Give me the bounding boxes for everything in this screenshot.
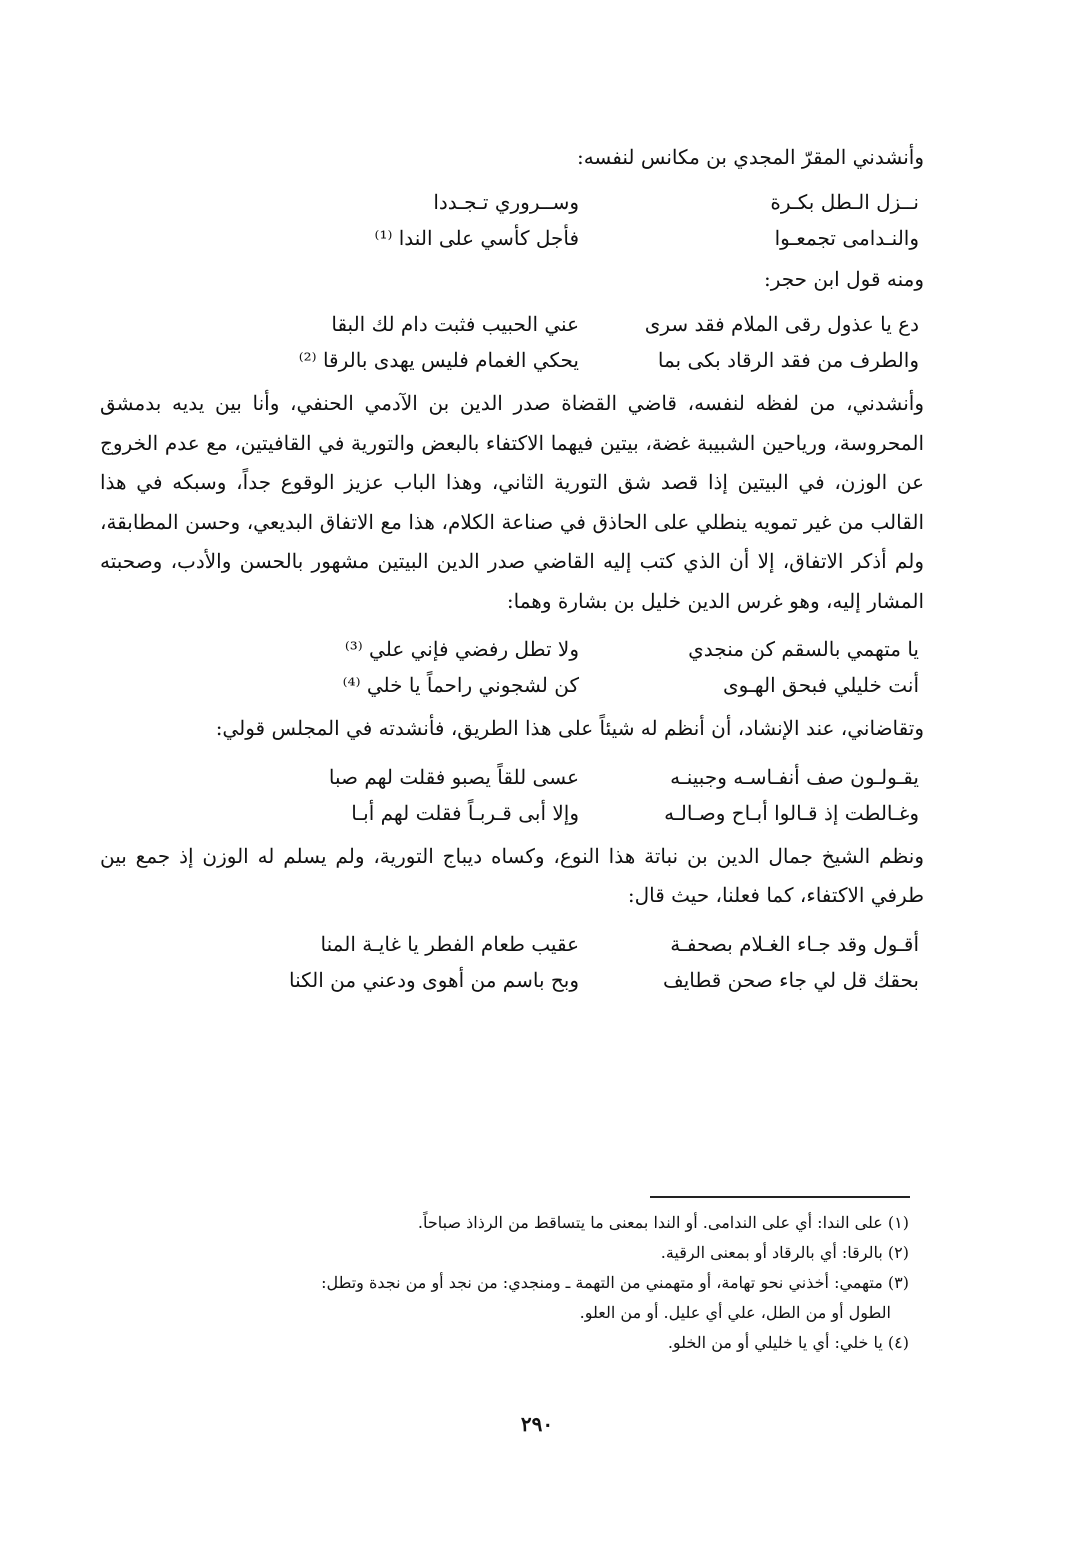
paragraph-1: وأنشدني، من لفظه لنفسه، قاضي القضاة صدر الدين بن الآدمي الحنفي، وأنا بين يديه بدمشق المحروسة، ورياحين الشبيبة غضة، بيتين فيهما الاكتفاء بالبعض والتورية في القافيتين، مع عدم الخروج عن الوزن، في البيتين إذا قصد شق التورية الثاني، وهذا الباب عزيز الوقوع جداً، وسبكه في هذا القالب من غير تمويه ينطلي على الحاذق في صناعة الكلام، هذا مع الاتفاق البديعي، وحسن المطابقة، ولم أذكر الاتفاق، إلا أن الذي كتب إليه القاضي صدر الدين البيتين مشهور بالحسن والأدب، وصحبته المشار إليه، وهو غرس الدين خليل بن بشارة وهما: (100, 391, 924, 613)
verse-line (100, 759, 924, 795)
second-hemistich: وإلا أبى قـربـاً فقلت لهم أبـا (351, 800, 579, 825)
first-hemistich: أقـول وقد جـاء الغـلام بصحفـة (670, 931, 919, 956)
footnote-3: (٣) متهمي: أخذني نحو تهامة، أو متهمني من التهمة ـ ومنجدي: من نجد أو من نجدة وتطل: (321, 1273, 909, 1292)
verse-line (100, 795, 924, 831)
second-hemistich: عقيب طعام الفطر يا غايـة المنا (320, 931, 579, 956)
second-hemistich: فأجل كأسي على الندا ⁽¹⁾ (374, 226, 579, 250)
first-hemistich: وغـالطت إذ قـالوا أبـاح وصـالـه (664, 800, 919, 825)
first-hemistich: بحقك قل لي جاء صحن قطايف (662, 967, 919, 992)
footnote-divider (650, 1196, 910, 1198)
intro-line-2: ومنه قول ابن حجر: (763, 267, 924, 291)
poem-4 (100, 759, 924, 831)
footnotes (150, 1208, 909, 1358)
footnote-3-continued: الطول أو من الطل، علي أي عليل. أو من العلو. (579, 1303, 891, 1322)
footnote-2: (٢) بالرقا: أي بالرقاد أو بمعنى الرقية. (660, 1243, 909, 1262)
poem-1 (100, 184, 924, 256)
second-hemistich: وســروري تـجـددا (433, 190, 579, 214)
first-hemistich: يا متهمي بالسقم كن منجدي (688, 637, 919, 661)
poem-3 (100, 631, 924, 703)
footnote-4: (٤) يا خلي: أي يا خليلي أو من الخلو. (667, 1333, 909, 1352)
second-hemistich: كن لشجوني راحماً يا خلي ⁽⁴⁾ (342, 673, 579, 697)
first-hemistich: والطرف من فقد الرقاد بكى بما (657, 348, 919, 372)
second-hemistich: يحكي الغمام فليس يهدى بالرقا ⁽²⁾ (298, 348, 579, 372)
paragraph-3: ونظم الشيخ جمال الدين بن نباتة هذا النوع، وكساه ديباج التورية، ولم يسلم له الوزن إذ جمع بين طرفي الاكتفاء، كما فعلنا، حيث قال: (100, 843, 924, 907)
footnote-1: (١) على الندا: أي على الندامى. أو الندا بمعنى ما يتساقط من الرذاذ صباحاً. (417, 1213, 909, 1232)
second-hemistich: عني الحبيب فثبت دام لك البقا (331, 312, 579, 336)
paragraph-2: وتقاضاني، عند الإنشاد، أن أنظم له شيئاً على هذا الطريق، فأنشدته في المجلس قولي: (215, 716, 924, 740)
poem-2 (100, 306, 924, 378)
verse-line (100, 926, 924, 962)
main-text (100, 140, 924, 1004)
verse-line (100, 667, 924, 703)
verse-line (100, 306, 924, 342)
first-hemistich: أنت خليلي فبحق الهـوى (722, 673, 919, 697)
poem-5 (100, 926, 924, 998)
first-hemistich: والنـدامى تجمعـوا (774, 226, 919, 250)
second-hemistich: ولا تطل رفضي فإني علي ⁽³⁾ (344, 637, 579, 661)
verse-line (100, 342, 924, 378)
intro-line-1: وأنشدني المقرّ المجدي بن مكانس لنفسه: (576, 145, 924, 169)
verse-line (100, 220, 924, 256)
verse-line (100, 962, 924, 998)
first-hemistich: دع يا عذول رقى الملام فقد سرى (644, 312, 919, 336)
first-hemistich: يقـولـون صف أنفـاسـه وجبينـه (670, 764, 919, 789)
verse-line (100, 184, 924, 220)
page-number: ٢٩٠ (520, 1412, 554, 1436)
first-hemistich: نــزل الـطل بكـرة (770, 190, 919, 214)
verse-line (100, 631, 924, 667)
second-hemistich: وبح باسم من أهوى ودعني من الكنا (289, 967, 579, 992)
second-hemistich: عسى للقاً يصبو فقلت لهم صبا (328, 764, 579, 789)
